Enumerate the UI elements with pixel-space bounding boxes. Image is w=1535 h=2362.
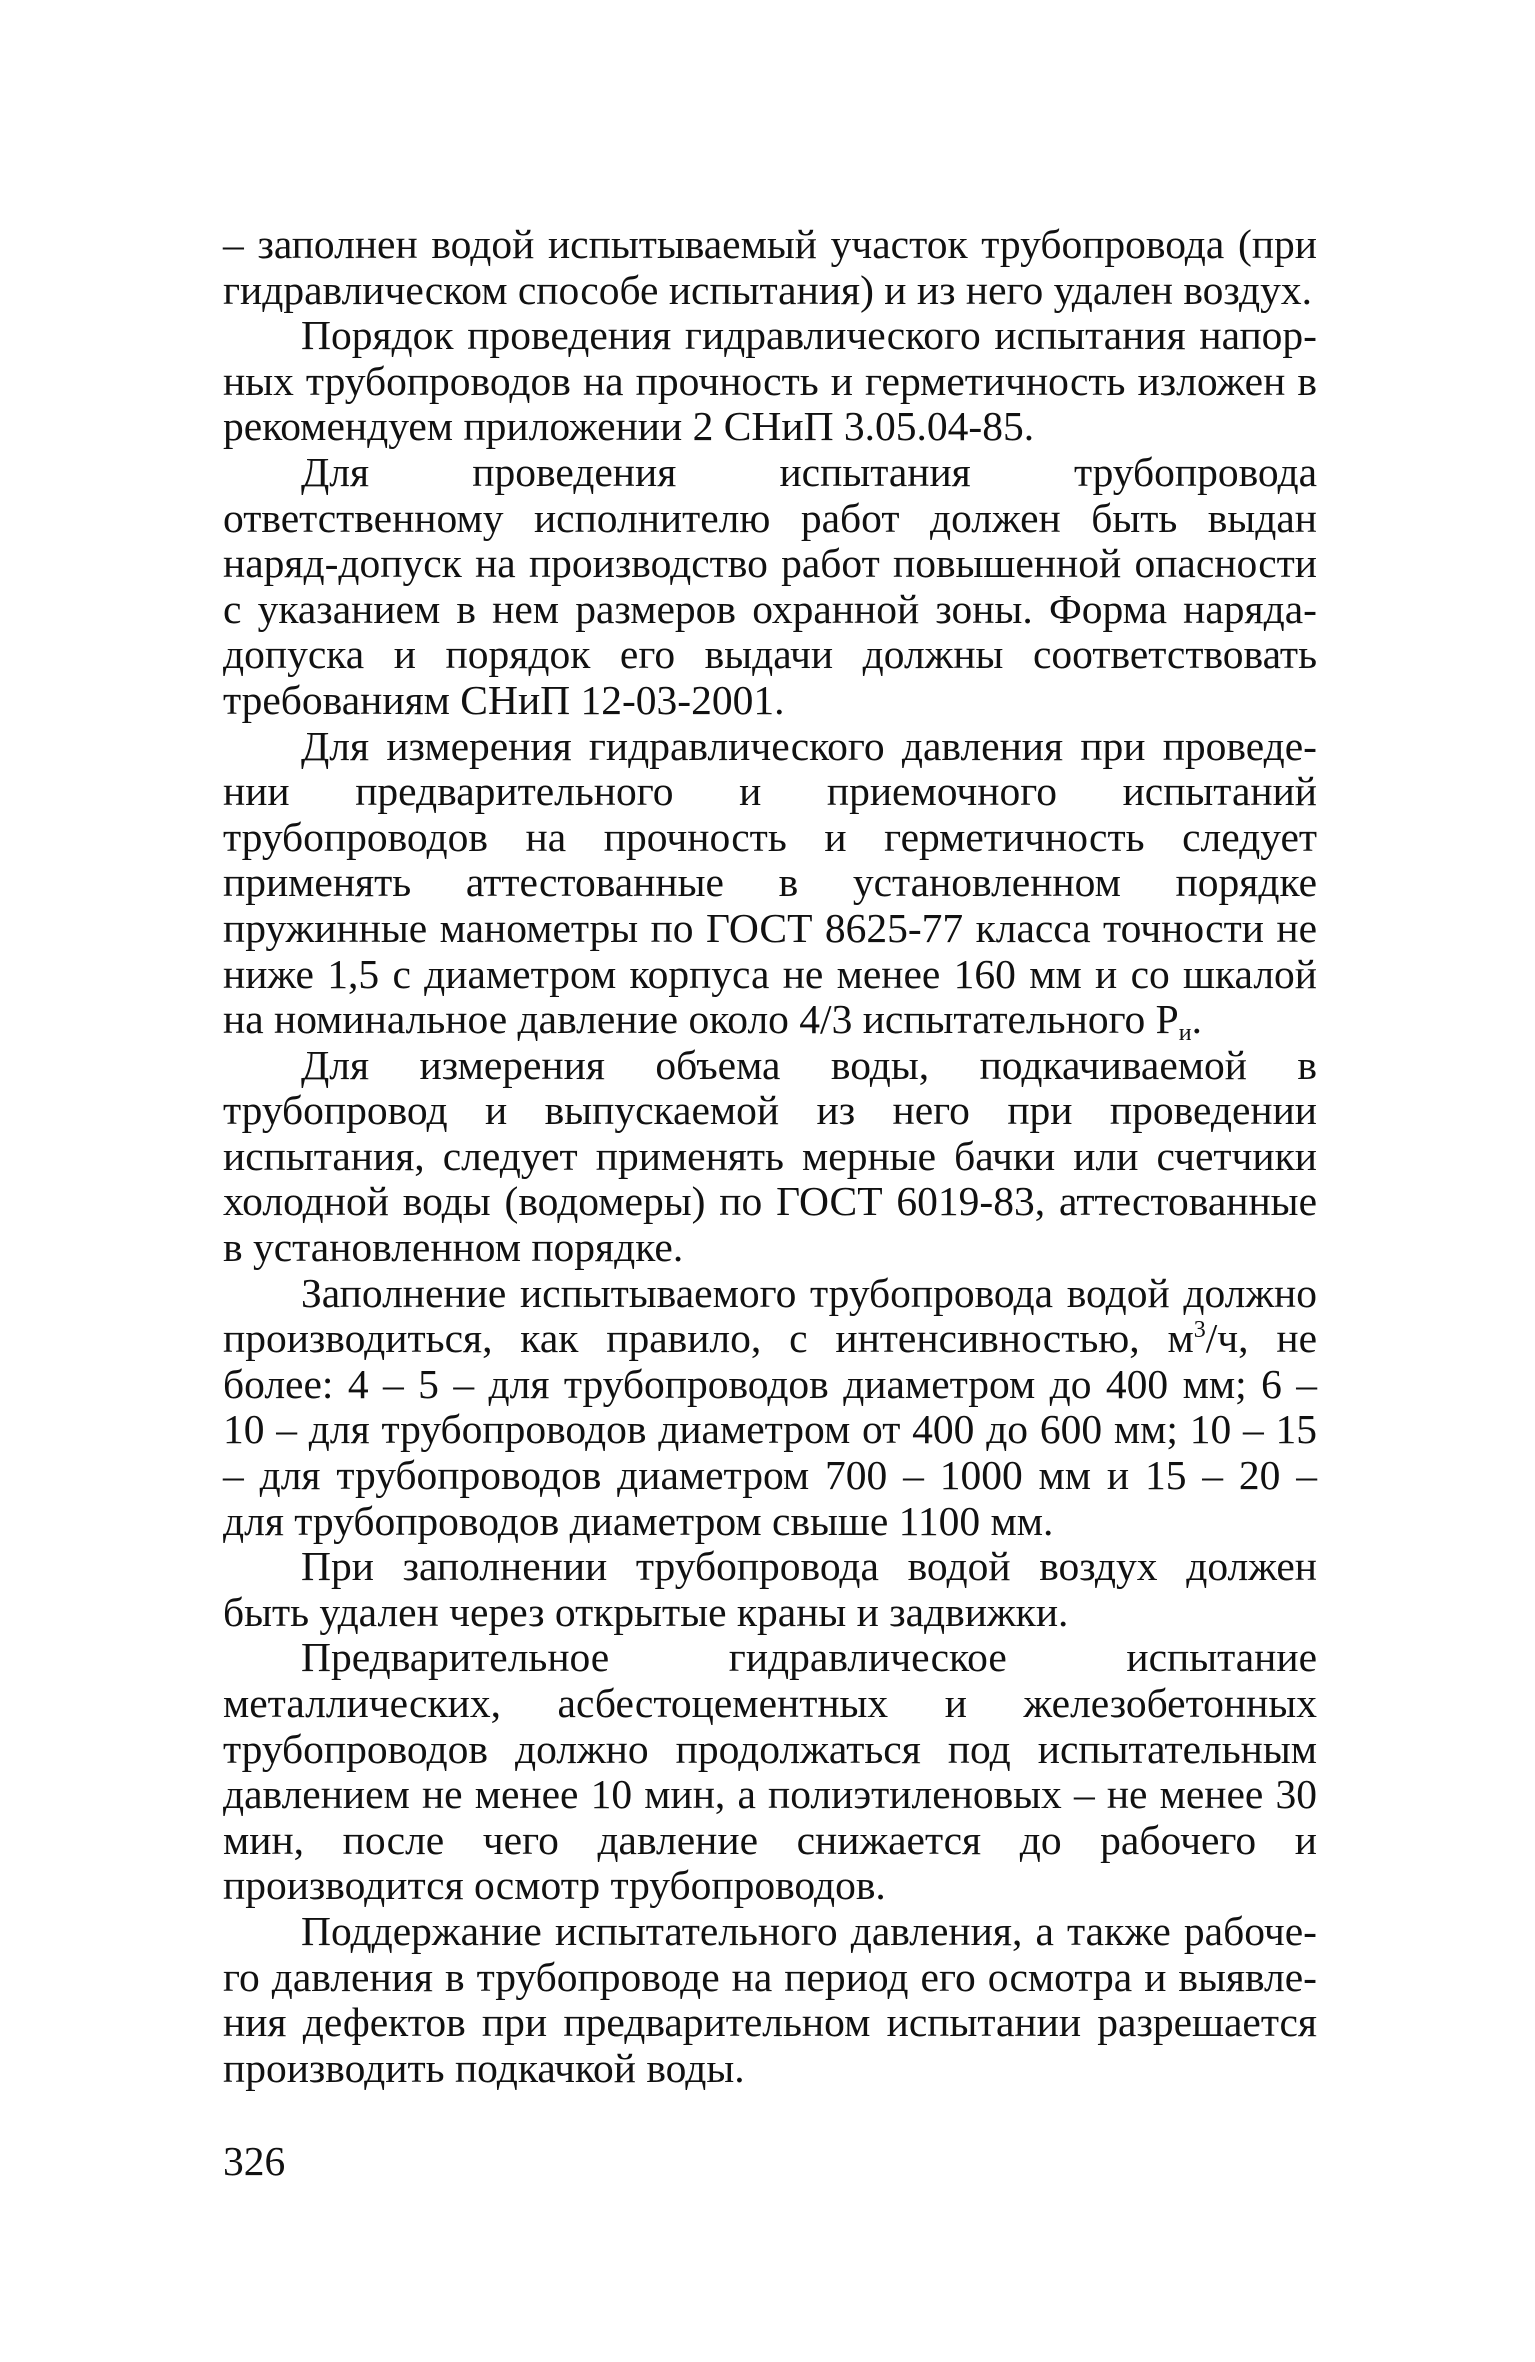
pressure-measurement-text: Для измерения гидравлического давления при проведении предварительного и приемочного испытаний трубопроводов на прочность и герметичность следует применять аттестованные в установленном порядке пружинные манометры по ГОСТ 8625-77 класса точности не ниже 1,5 с диаметром корпуса не менее 160 мм и со шкалой на номинальное давление около 4/3 испытательного P — [223, 722, 1317, 1043]
paragraph-work-permit: Для проведения испытания трубопровода ответственному исполнителю работ должен быть выдан наряд-допуск на производство работ повышенной опасности с указанием в нем размеров охранной зоны. Форма наряда-допуска и порядок его выдачи должны соответствовать требованиям СНиП 12-03-2001. — [223, 448, 1317, 723]
paragraph-list-continuation: – заполнен водой испытываемый участок трубопровода (при гидравлическом способе испытания) и из него удален воздух. — [223, 221, 1317, 313]
paragraph-procedure: Порядок проведения гидравлического испытания напорных трубопроводов на прочность и герметичность изложен в рекомендуем приложении 2 СНиП 3.05.04-85. — [223, 312, 1317, 450]
paragraph-pressure-measurement — [223, 722, 1317, 1047]
filling-rate-text-start: Заполнение испытываемого трубопровода водой должно производиться, как правило, с интенсивностью, м — [223, 1269, 1317, 1362]
cubic-superscript: 3 — [1193, 1317, 1206, 1344]
page-body — [223, 222, 1317, 2091]
filling-rate-text-end: /ч, не более: 4 – 5 – для трубопроводов диаметром до 400 мм; 6 – 10 – для трубопроводов диаметром от 400 до 600 мм; 10 – 15 – для трубопроводов диаметром 700 – 1000 мм и 15 – 20 – для трубопроводов диаметром свыше 1100 мм. — [223, 1315, 1317, 1544]
paragraph-air-removal: При заполнении трубопровода водой воздух должен быть удален через открытые краны и задвижки. — [223, 1543, 1317, 1635]
pressure-subscript: и — [1178, 1020, 1192, 1047]
paragraph-filling-rate — [223, 1271, 1317, 1545]
paragraph-pressure-maintenance: Поддержание испытательного давления, а также рабочего давления в трубопроводе на период его осмотра и выявления дефектов при предварительном испытании разрешается производить подкачкой воды. — [223, 1907, 1317, 2091]
paragraph-volume-measurement: Для измерения объема воды, подкачиваемой в трубопровод и выпускаемой из него при проведении испытания, следует применять мерные бачки или счетчики холодной воды (водомеры) по ГОСТ 6019-83, аттестованные в установленном порядке. — [223, 1041, 1317, 1271]
pressure-measurement-tail: . — [1191, 996, 1202, 1043]
paragraph-preliminary-test: Предварительное гидравлическое испытание металлических, асбестоцементных и железобетонных трубопроводов должно продолжаться под испытательным давлением не менее 10 мин, а полиэтиленовых – не менее 30 мин, после чего давление снижается до рабочего и производится осмотр трубопроводов. — [223, 1634, 1317, 1909]
page-number: 326 — [223, 2138, 286, 2184]
